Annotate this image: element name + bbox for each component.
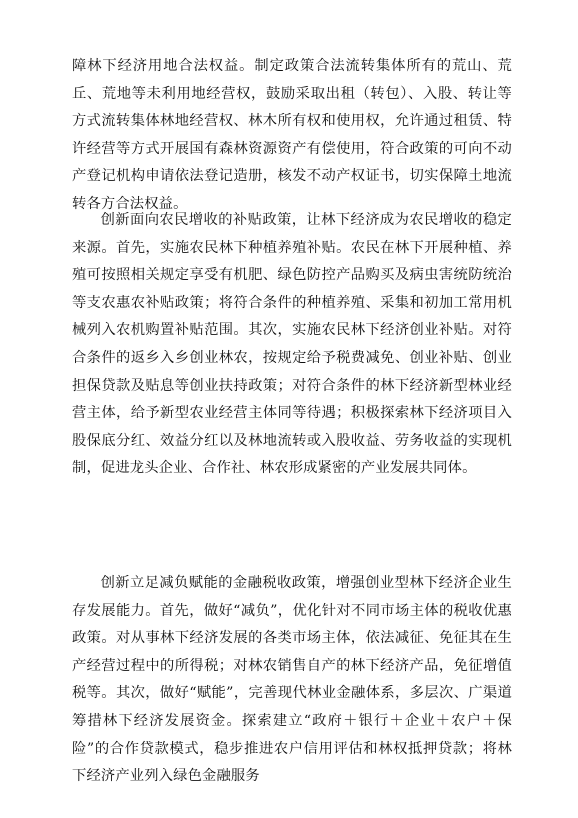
paragraph-subsidy-policy: 创新面向农民增收的补贴政策，让林下经济成为农民增收的稳定来源。首先，实施农民林下种植养殖补贴。农民在林下开展种植、养殖可按照相关规定享受有机肥、绿色防控产品购买及病虫害统防统治等支农惠农补贴政策；将符合条件的种植养殖、采集和初加工常用机械列入农机购置补贴范围。其次，实施农民林下经济创业补贴。对符合条件的返乡入乡创业林农，按规定给予税费减免、创业补贴、创业担保贷款及贴息等创业扶持政策；对符合条件的林下经济新型林业经营主体，给予新型农业经营主体同等待遇；积极探索林下经济项目入股保底分红、效益分红以及林地流转或入股收益、劳务收益的实现机制，促进龙头企业、合作社、林农形成紧密的产业发展共同体。 xyxy=(72,212,512,477)
paragraph-finance-tax-policy: 创新立足减负赋能的金融税收政策，增强创业型林下经济企业生存发展能力。首先，做好“减负”，优化针对不同市场主体的税收优惠政策。对从事林下经济发展的各类市场主体，依法减征、免征其在生产经营过程中的所得税；对林农销售自产的林下经济产品，免征增值税等。其次，做好“赋能”，完善现代林业金融体系，多层次、广渠道筹措林下经济发展资金。探索建立“政府＋银行＋企业＋农户＋保险”的合作贷款模式，稳步推进农户信用评估和林权抵押贷款；将林下经济产业列入绿色金融服务 xyxy=(72,575,512,785)
paragraph-land-rights: 障林下经济用地合法权益。制定政策合法流转集体所有的荒山、荒丘、荒地等未利用地经营权，鼓励采取出租（转包）、入股、转让等方式流转集体林地经营权、林木所有权和使用权，允许通过租赁、特许经营等方式开展国有森林资源资产有偿使用，符合政策的可向不动产登记机构申请依法登记造册，核发不动产权证书，切实保障土地流转各方合法权益。 xyxy=(72,58,512,212)
